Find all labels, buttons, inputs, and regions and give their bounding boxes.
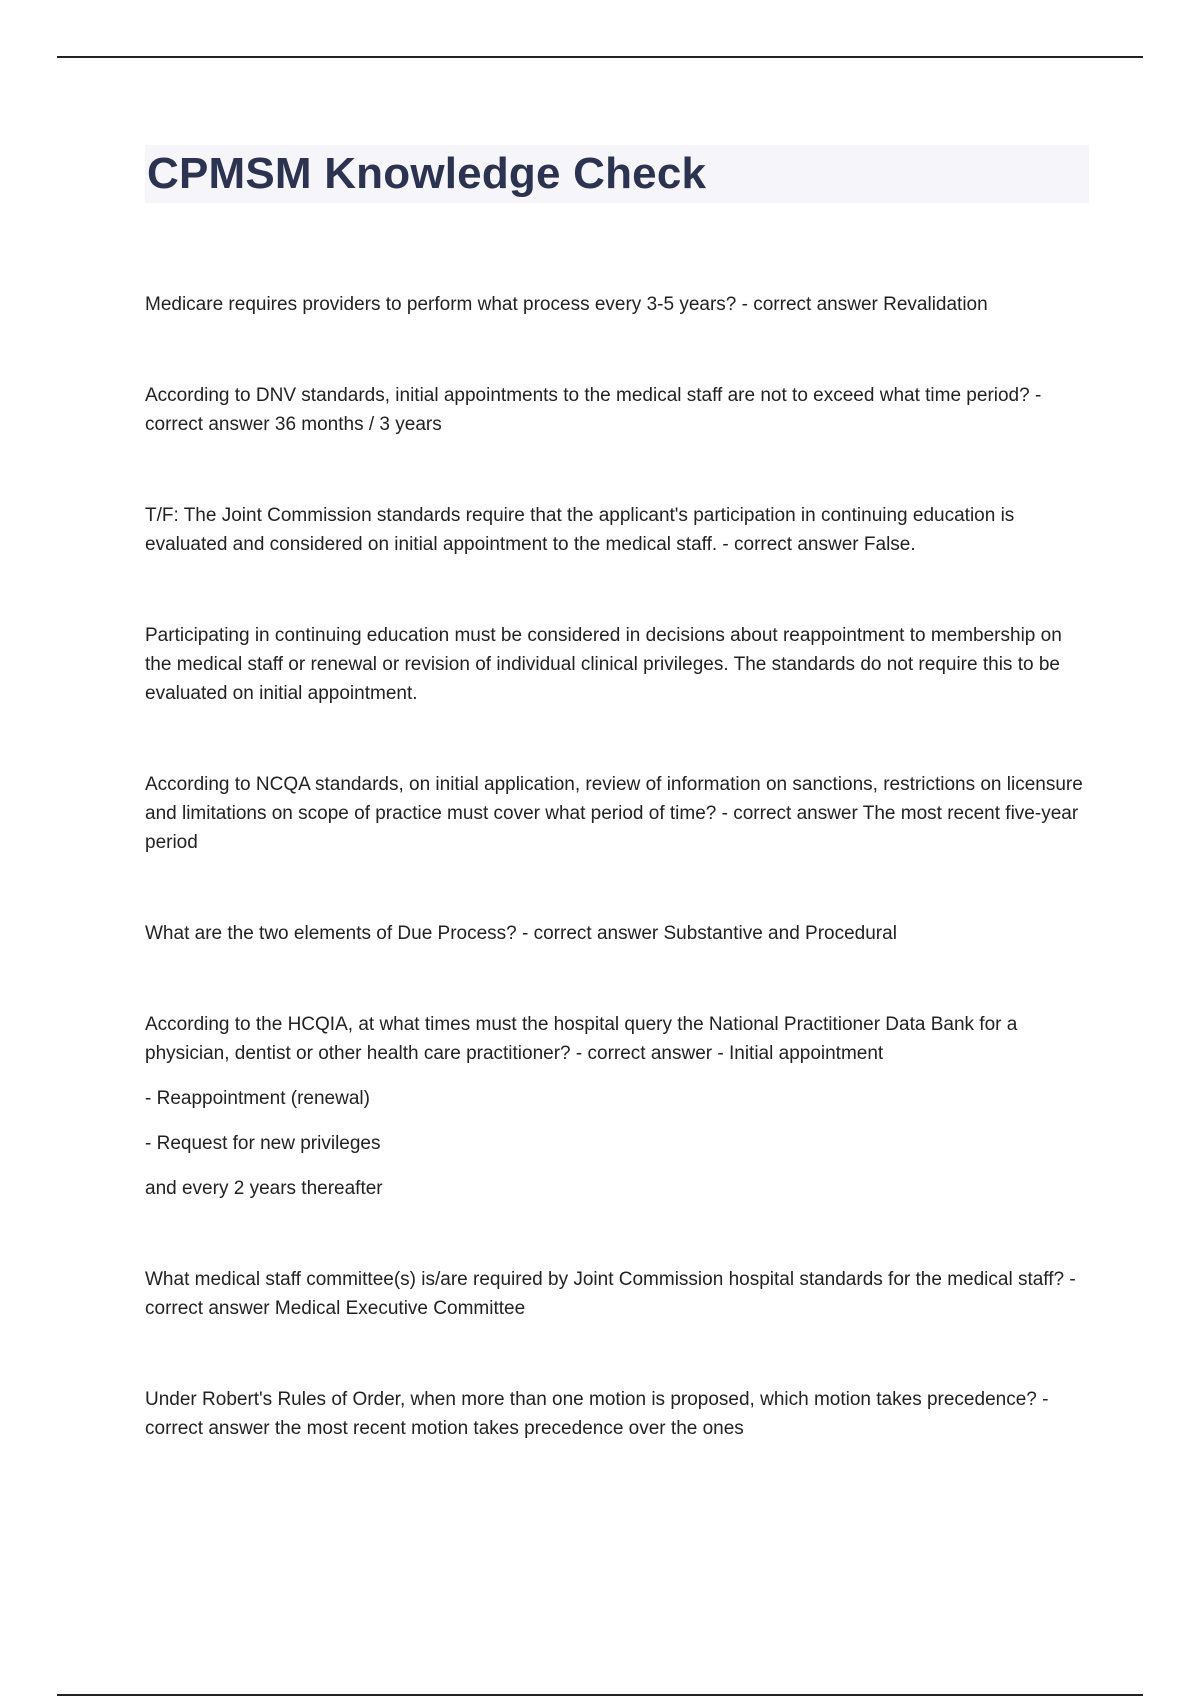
document-body (145, 145, 1089, 1505)
page-title: CPMSM Knowledge Check (147, 149, 707, 198)
qa-text: Participating in continuing education must be considered in decisions about reappointment to membership on the medical staff or renewal or revision of individual clinical privileges. The standards do not require this to be evaluated on initial appointment. (145, 625, 1062, 704)
qa-entry-5 (145, 770, 1089, 857)
qa-list (145, 290, 1089, 1443)
qa-text: Under Robert's Rules of Order, when more than one motion is proposed, which motion takes precedence? - correct answer the most recent motion takes precedence over the ones (145, 1389, 1049, 1439)
qa-entry-4 (145, 621, 1089, 708)
qa-text: What are the two elements of Due Process? - correct answer Substantive and Procedural (145, 923, 897, 944)
qa-entry-8 (145, 1265, 1089, 1323)
qa-text: What medical staff committee(s) is/are required by Joint Commission hospital standards for the medical staff? - correct answer Medical Executive Committee (145, 1269, 1076, 1319)
qa-text: According to DNV standards, initial appointments to the medical staff are not to exceed what time period? - correct answer 36 months / 3 years (145, 385, 1042, 435)
qa-extra-line: and every 2 years thereafter (145, 1178, 383, 1199)
bottom-rule (57, 1694, 1143, 1696)
qa-entry-9 (145, 1385, 1089, 1443)
qa-text: T/F: The Joint Commission standards require that the applicant's participation in continuing education is evaluated and considered on initial appointment to the medical staff. - correct answer False. (145, 505, 1015, 555)
qa-extra-line: - Reappointment (renewal) (145, 1088, 370, 1109)
qa-text: Medicare requires providers to perform what process every 3-5 years? - correct answer Revalidation (145, 294, 988, 315)
qa-extra-line: - Request for new privileges (145, 1133, 381, 1154)
title-band (145, 145, 1089, 203)
qa-entry-1 (145, 290, 1089, 319)
qa-entry-6 (145, 919, 1089, 948)
qa-entry-7 (145, 1010, 1089, 1203)
qa-text: According to the HCQIA, at what times must the hospital query the National Practitioner Data Bank for a physician, dentist or other health care practitioner? - correct answer - Initial appointment (145, 1014, 1018, 1064)
qa-entry-2 (145, 381, 1089, 439)
qa-text: According to NCQA standards, on initial application, review of information on sanctions, restrictions on licensure and limitations on scope of practice must cover what period of time? - correct answer The most recent five-year period (145, 774, 1083, 853)
qa-entry-3 (145, 501, 1089, 559)
top-rule (57, 56, 1143, 58)
